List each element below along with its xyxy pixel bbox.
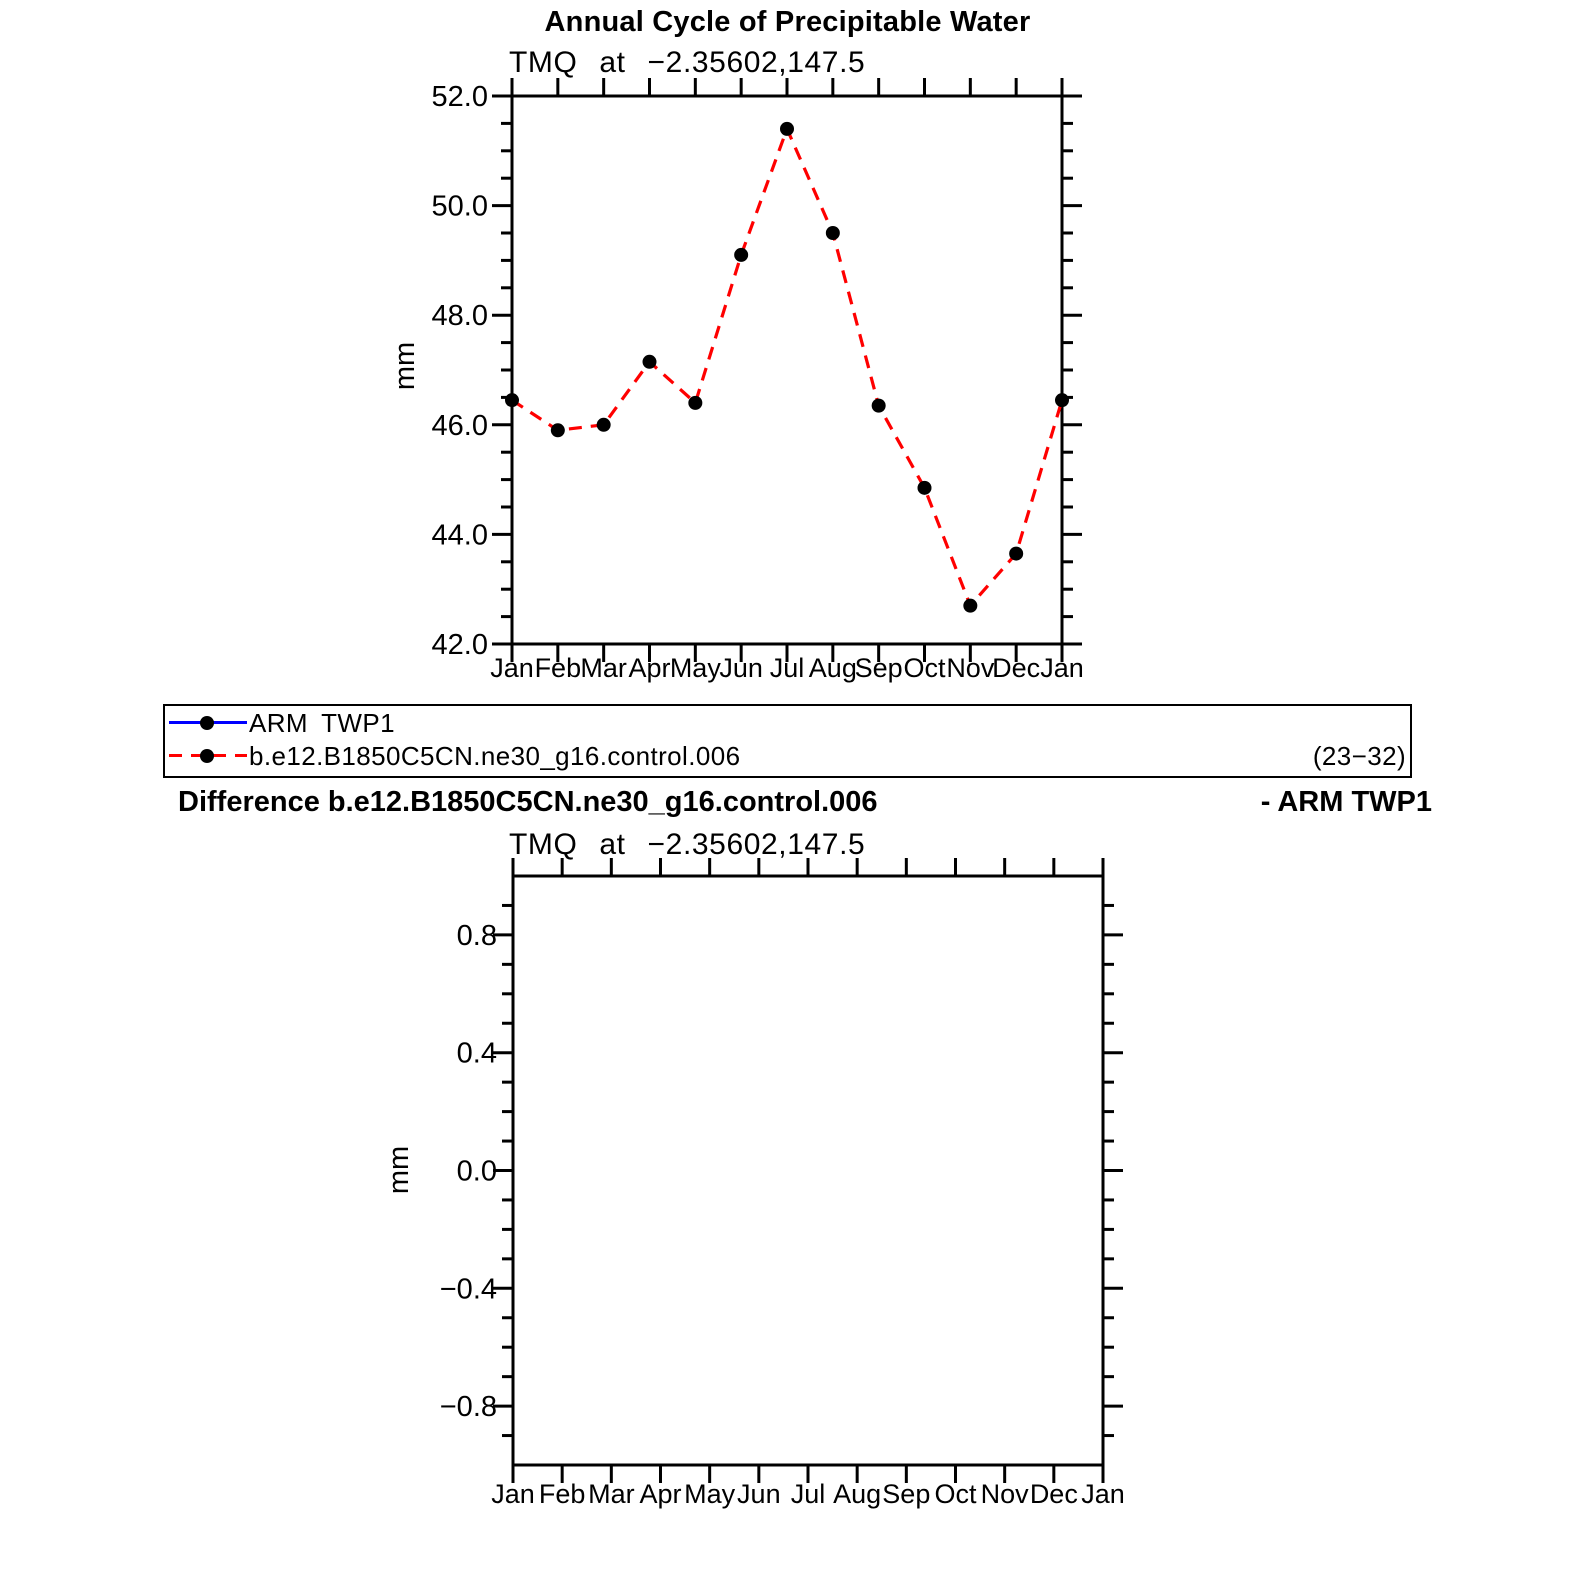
x-axis-tick-label: Jul — [769, 653, 805, 683]
y-axis-tick-label: 44.0 — [431, 519, 488, 552]
legend-line-sample-blue — [169, 721, 247, 724]
x-axis-tick-label: Aug — [808, 653, 857, 683]
x-axis-tick-label: Feb — [538, 1479, 586, 1509]
y-axis-tick-label: −0.4 — [439, 1273, 497, 1306]
data-point — [505, 393, 519, 407]
y-axis-tick-label: 0.0 — [456, 1155, 497, 1188]
y-axis-tick-label: 46.0 — [431, 409, 488, 442]
y-axis-unit-label: mm — [389, 341, 421, 391]
x-axis-tick-label: Jun — [719, 653, 763, 683]
legend-label: b.e12.B1850C5CN.ne30_g16.control.006 — [249, 741, 741, 771]
legend-entry-arm-twp1 — [165, 706, 1410, 739]
x-axis-tick-label: Jan — [1081, 1479, 1125, 1509]
legend-marker-dot — [200, 716, 214, 730]
annual-cycle-chart — [370, 76, 1150, 706]
x-axis-tick-label: Apr — [639, 1479, 682, 1509]
data-point — [780, 122, 794, 136]
top-chart-subtitle: TMQ at −2.35602,147.5 — [509, 46, 866, 79]
data-point — [1055, 393, 1069, 407]
data-point — [643, 355, 657, 369]
x-axis-tick-label: Oct — [934, 1479, 977, 1509]
page-title: Annual Cycle of Precipitable Water — [544, 6, 1031, 38]
difference-chart-subtitle: TMQ at −2.35602,147.5 — [509, 828, 866, 861]
difference-title-left: Difference b.e12.B1850C5CN.ne30_g16.control.006 — [178, 786, 878, 818]
x-axis-tick-label: Mar — [580, 653, 627, 683]
y-axis-tick-label: 50.0 — [431, 190, 488, 223]
data-point — [688, 396, 702, 410]
data-point — [734, 248, 748, 262]
data-point — [918, 481, 932, 495]
plot-frame — [513, 876, 1103, 1465]
data-point — [1009, 547, 1023, 561]
y-axis-tick-label: 0.8 — [456, 919, 497, 952]
data-point — [826, 226, 840, 240]
plot-frame — [512, 96, 1062, 644]
difference-chart — [370, 858, 1160, 1530]
legend-years-note: (23−32) — [1312, 741, 1406, 771]
y-axis-unit-label: mm — [383, 1145, 415, 1195]
x-axis-tick-label: Nov — [946, 653, 995, 683]
x-axis-tick-label: May — [669, 653, 721, 683]
x-axis-tick-label: Jan — [490, 653, 534, 683]
x-axis-tick-label: Jan — [1040, 653, 1084, 683]
legend-entry-model — [165, 739, 1410, 772]
legend-label: ARM TWP1 — [249, 708, 395, 738]
legend-marker-dot — [200, 749, 214, 763]
x-axis-tick-label: Aug — [833, 1479, 882, 1509]
x-axis-tick-label: Feb — [534, 653, 582, 683]
y-axis-tick-label: 48.0 — [431, 300, 488, 333]
x-axis-tick-label: Mar — [588, 1479, 635, 1509]
x-axis-tick-label: Sep — [882, 1479, 931, 1509]
difference-title-right: - ARM TWP1 — [1260, 786, 1432, 818]
x-axis-tick-label: Oct — [903, 653, 946, 683]
y-axis-tick-label: 0.4 — [456, 1037, 497, 1070]
data-point — [597, 418, 611, 432]
data-point — [551, 423, 565, 437]
data-point — [872, 399, 886, 413]
x-axis-tick-label: Apr — [628, 653, 671, 683]
y-axis-tick-label: 52.0 — [431, 81, 488, 113]
y-axis-tick-label: 42.0 — [431, 629, 488, 661]
x-axis-tick-label: May — [684, 1479, 736, 1509]
x-axis-tick-label: Sep — [854, 653, 903, 683]
data-point — [963, 599, 977, 613]
x-axis-tick-label: Dec — [992, 653, 1041, 683]
x-axis-tick-label: Jun — [737, 1479, 781, 1509]
x-axis-tick-label: Dec — [1029, 1479, 1078, 1509]
y-axis-tick-label: −0.8 — [439, 1391, 497, 1424]
legend-line-sample-red-dashed — [169, 754, 247, 757]
legend-box — [163, 704, 1412, 778]
series-line-dashed — [512, 129, 1062, 606]
x-axis-tick-label: Jul — [790, 1479, 826, 1509]
x-axis-tick-label: Nov — [980, 1479, 1029, 1509]
x-axis-tick-label: Jan — [491, 1479, 535, 1509]
